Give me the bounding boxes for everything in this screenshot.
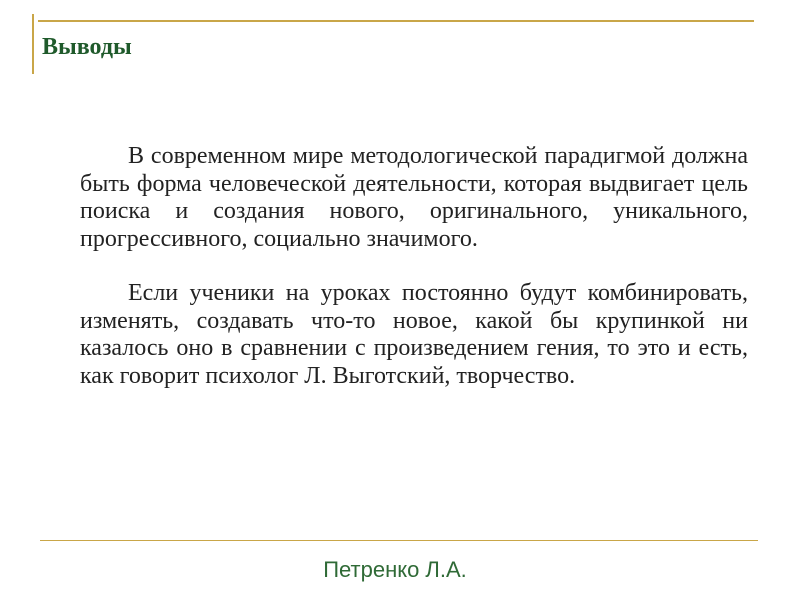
slide-title: Выводы (42, 34, 132, 60)
paragraph-2: Если ученики на уроках постоянно будут комбинировать, изменять, создавать что-то новое, какой бы крупинкой ни казалось оно в сравнении с произведением гения, то это и есть, как говорит психолог Л. Выготский, творчество. (80, 280, 748, 389)
paragraph-1: В современном мире методологической парадигмой должна быть форма человеческой деятельности, которая выдвигает цель поиска и создания нового, оригинального, уникального, прогрессивного, социально значимого. (80, 143, 748, 252)
top-divider (38, 20, 754, 22)
left-accent-line (32, 14, 34, 74)
footer-author: Петренко Л.А. (323, 557, 467, 582)
slide-body (80, 143, 748, 390)
bottom-divider (40, 540, 758, 541)
